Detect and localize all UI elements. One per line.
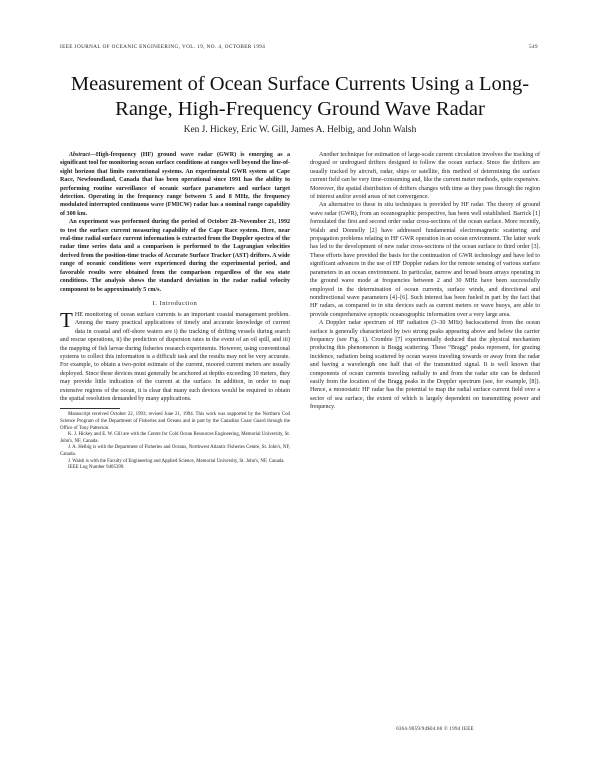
body-paragraph: Another technique for estimation of large-scale current circulation involves the tracking of drogued or undrogued drifters designed to follow the ocean surface. Since the drifters are usually tracked by aircraft, radar, ships or satellite, this method of determining the surface current field can be very time-consuming and, like the current meter methods, quite expensive. Moreover, the spatial distribution of drifters changes with time as they pass through the region of interest and/or avoid areas of net convergence. bbox=[310, 152, 540, 201]
right-column bbox=[310, 151, 540, 412]
footnote-affiliation-2: J. A. Helbig is with the Department of Fisheries and Oceans, Northwest Atlantic Fisheries Centre, St. John's, NF, Canada. bbox=[60, 445, 290, 457]
footnote-manuscript: Manuscript received October 22, 1993; revised June 21, 1994. This work was supported by the Northern Cod Science Program of the Department of Fisheries and Oceans and in part by the Canadian Coast Guard through the Office of Tony Patterson. bbox=[60, 412, 290, 431]
body-paragraph: An alternative to these in situ techniques is provided by HF radar. The theory of ground wave radar (GWR), from an oceanographic perspective, has been well established. Barrick [1] formulated the first and second order radar cross-sections of the ocean surface. More recently, Walsh and Donnelly [2] have addressed fundamental electromagnetic scattering and propagation problems relating to HF GWR operation in an ocean environment. The latter work has led to the development of new radar cross-sections of the ocean surface to third order [3]. These efforts have provided the basis for the continuation of GWR technology and have led to significant advances in the use of HF Doppler radars for the remote sensing of various surface parameters in an ocean environment. In particular, narrow and broad beam arrays operating in the ground wave mode at frequencies between 2 and 30 MHz have been successfully employed in the determination of ocean currents, surface winds, and directional and nondirectional wave parameters [4]–[6]. Such interest has been fueled in part by the fact that HF radars, as compared to in situ devices such as current meters or wave buoys, are able to provide comprehensive synoptic oceanographic information over a very large area. bbox=[310, 202, 540, 318]
footnote-divider bbox=[60, 408, 120, 409]
section-heading: I. Introduction bbox=[152, 299, 198, 307]
footnote-log-number: IEEE Log Number 9405399. bbox=[68, 465, 125, 471]
abstract-lead: Abstract— bbox=[69, 152, 96, 158]
left-column bbox=[60, 151, 290, 472]
abstract-paragraph-1: Abstract—High-frequency (HF) ground wave radar (GWR) is emerging as a significant tool for monitoring ocean surface conditions at ranges well beyond the line-of-sight horizon that limits conventional systems. An experimental GWR system at Cape Race, Newfoundland, Canada that has been operational since 1991 has the ability to performing routine surveillance of oceanic surface parameters and surface target detection. Operating in the frequency range between 5 and 8 MHz, the frequency modulated interrupted continuous wave (FMICW) radar has a nominal range capability of 300 km. bbox=[60, 152, 290, 217]
body-paragraph: A Doppler radar spectrum of HF radiation (3–30 MHz) backscattered from the ocean surface is generally characterized by two strong peaks appearing above and below the carrier frequency (see Fig. 1). Crombie [7] experimentally deduced that the physical mechanism producing this phenomenon is Bragg scattering. These “Bragg” peaks represent, for grazing incidence, radiation being scattered by ocean waves traveling towards or away from the radar and having a wavelength one half that of the transmitted signal. It is well known that components of ocean currents traveling radially to and from the radar site can be deduced easily from the location of the Bragg peaks in the Doppler spectrum (see, for example, [8]). Hence, a monostatic HF radar has the potential to map the radial surface current field over a sector of sea surface, the extent of which is largely dependent on transmitting power and frequency. bbox=[310, 320, 540, 411]
intro-paragraph: THE monitoring of ocean surface currents is an important coastal management problem. Among the many practical applications of timely and accurate knowledge of current data in coastal and off-shore waters are i) the tracking of drifting vessels during search and rescue operations, ii) the prediction of dispersion rates in the event of an oil spill, and iii) the mapping of fish larvae during fisheries research experiments. However, using conventional systems to collect this information is a difficult task and the results may not be very accurate. For example, to obtain a two-point estimate of the current, moored current meters are usually deployed. Since these devices must generally be anchored at depths exceeding 10 meters, they may provide little indication of the current at the surface. In addition, in order to map extensive regions of the ocean, it is clear that many such devices would be required to obtain the spatial resolution demanded by many applications. bbox=[60, 307, 290, 402]
page-number: 549 bbox=[529, 44, 538, 50]
footnote-affiliation-1: K. J. Hickey and E. W. Gill are with the Centre for Cold Ocean Resources Engineering, Memorial University, St. John's, NF, Canada. bbox=[60, 432, 290, 444]
running-head bbox=[60, 44, 538, 50]
journal-citation: IEEE JOURNAL OF OCEANIC ENGINEERING, VOL. 19, NO. 4, OCTOBER 1994 bbox=[60, 44, 266, 50]
footnote-affiliation-3: J. Walsh is with the Faculty of Engineering and Applied Science, Memorial University, St. John's, NF, Canada. bbox=[68, 458, 285, 464]
paper-title: Measurement of Ocean Surface Currents Using a Long-Range, High-Frequency Ground Wave Radar bbox=[70, 73, 530, 120]
copyright-footer: 0364-9059/94$04.00 © 1994 IEEE bbox=[396, 727, 474, 732]
abstract-paragraph-2: An experiment was performed during the period of October 28–November 21, 1992 to test the surface current measuring capability of the Cape Race system. Here, near real-time radial surface current information is extracted from the Doppler spectra of the radar time series data and a comparison is performed to the Lagrangian velocities derived from the position-time tracks of Accurate Surface Tracker (AST) drifters. A wide range of oceanic conditions were experienced during the experimental period, and favorable results were obtained from the comparison regardless of the sea state conditions. The analysis shows the standard deviation in the radar radial velocity component to be approximately 5 cm/s. bbox=[60, 219, 290, 293]
author-list: Ken J. Hickey, Eric W. Gill, James A. Helbig, and John Walsh bbox=[183, 125, 417, 135]
drop-cap: T bbox=[60, 307, 73, 332]
